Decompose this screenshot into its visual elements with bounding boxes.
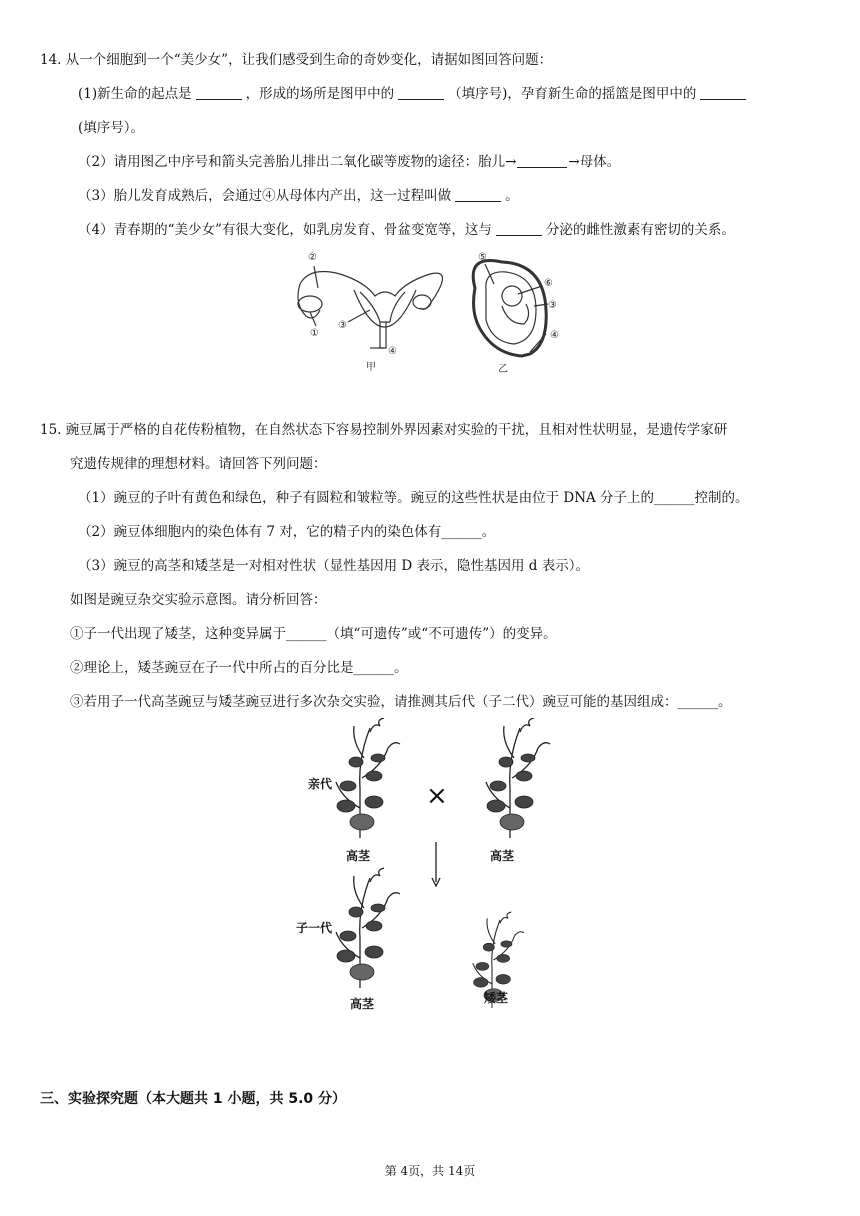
label-parent: 亲代: [308, 777, 333, 791]
answer-blank[interactable]: [700, 85, 746, 100]
q15-stem-2: 究遗传规律的理想材料。请回答下列问题：: [70, 456, 327, 472]
answer-blank[interactable]: [398, 85, 444, 100]
q15-stem-1: 15. 豌豆属于严格的自花传粉植物，在自然状态下容易控制外界因素对实验的干扰，且相对性状明显，是遗传学家研: [40, 422, 728, 438]
label-5: ⑤: [478, 252, 487, 263]
label-jia: 甲: [366, 362, 376, 373]
q15-sub3: ③若用子一代高茎豌豆与矮茎豌豆进行多次杂交实验，请推测其后代（子二代）豌豆可能的基因组成：______。: [70, 694, 732, 710]
page-footer: 第 4页，共 14页: [384, 1164, 476, 1178]
q14-stem: 14. 从一个细胞到一个“美少女”，让我们感受到生命的奇妙变化，请据如图回答问题：: [40, 52, 553, 68]
q15-part1: （1）豌豆的子叶有黄色和绿色，种子有圆粒和皱粒等。豌豆的这些性状是由位于 DNA 分子上的______控制的。: [78, 490, 749, 506]
q15-part2: （2）豌豆体细胞内的染色体有 7 对，它的精子内的染色体有______。: [78, 524, 496, 540]
q14-part1-c: （填序号)，孕育新生命的摇篮是图甲中的: [448, 86, 697, 102]
label-tall-1: 高茎: [346, 849, 371, 863]
label-yi: 乙: [498, 364, 508, 375]
q15-sub2: ②理论上，矮茎豌豆在子一代中所占的百分比是______。: [70, 660, 408, 676]
reproductive-system-figure: [280, 244, 580, 384]
label-6: ⑥: [544, 278, 553, 289]
pea-plant-parent-left: [336, 718, 400, 838]
answer-blank[interactable]: [196, 85, 242, 100]
label-tall-2: 高茎: [490, 849, 515, 863]
answer-blank[interactable]: [517, 153, 567, 168]
pea-plant-f1-tall: [336, 868, 400, 988]
q14-part1-b: ，形成的场所是图甲中的: [245, 86, 395, 102]
q14-part4-a: （4）青春期的“美少女”有很大变化，如乳房发育、骨盆变宽等，这与: [78, 222, 492, 238]
label-3b: ③: [548, 300, 557, 311]
label-1: ①: [310, 328, 319, 339]
label-tall-3: 高茎: [350, 997, 375, 1011]
answer-blank[interactable]: [455, 187, 501, 202]
pea-cross-figure: [290, 718, 590, 1018]
label-2: ②: [308, 252, 317, 263]
label-short: 矮茎: [484, 991, 509, 1005]
q14-part1-a: (1)新生命的起点是: [78, 86, 192, 102]
q14-part2-a: （2）请用图乙中序号和箭头完善胎儿排出二氧化碳等废物的途径：胎儿→: [78, 154, 517, 170]
q14-part2: [78, 152, 620, 172]
q15-instruction: 如图是豌豆杂交实验示意图。请分析回答：: [70, 592, 327, 608]
q14-part1: [78, 84, 750, 104]
label-3: ③: [338, 320, 347, 331]
q14-part3-a: （3）胎儿发育成熟后，会通过④从母体内产出，这一过程叫做: [78, 188, 452, 204]
cross-symbol: ×: [426, 781, 448, 811]
q15-part3: （3）豌豆的高茎和矮茎是一对相对性状（显性基因用 D 表示，隐性基因用 d 表示）。: [78, 558, 589, 574]
q14-part3: [78, 186, 519, 206]
q15-sub1: ①子一代出现了矮茎，这种变异属于______（填“可遗传”或“不可遗传”）的变异。: [70, 626, 557, 642]
q14-part4-b: 分泌的雌性激素有密切的关系。: [545, 222, 735, 238]
q14-part4: [78, 220, 735, 240]
pea-plant-parent-right: [486, 718, 550, 838]
q14-part1-d: (填序号）。: [78, 120, 145, 136]
label-4b: ④: [550, 330, 559, 341]
q14-part3-b: 。: [505, 188, 519, 204]
answer-blank[interactable]: [496, 221, 542, 236]
label-f1: 子一代: [296, 921, 333, 935]
q14-part2-b: →母体。: [568, 154, 621, 170]
section-heading: 三、实验探究题（本大题共 1 小题，共 5.0 分）: [40, 1091, 347, 1107]
label-4: ④: [388, 346, 397, 357]
